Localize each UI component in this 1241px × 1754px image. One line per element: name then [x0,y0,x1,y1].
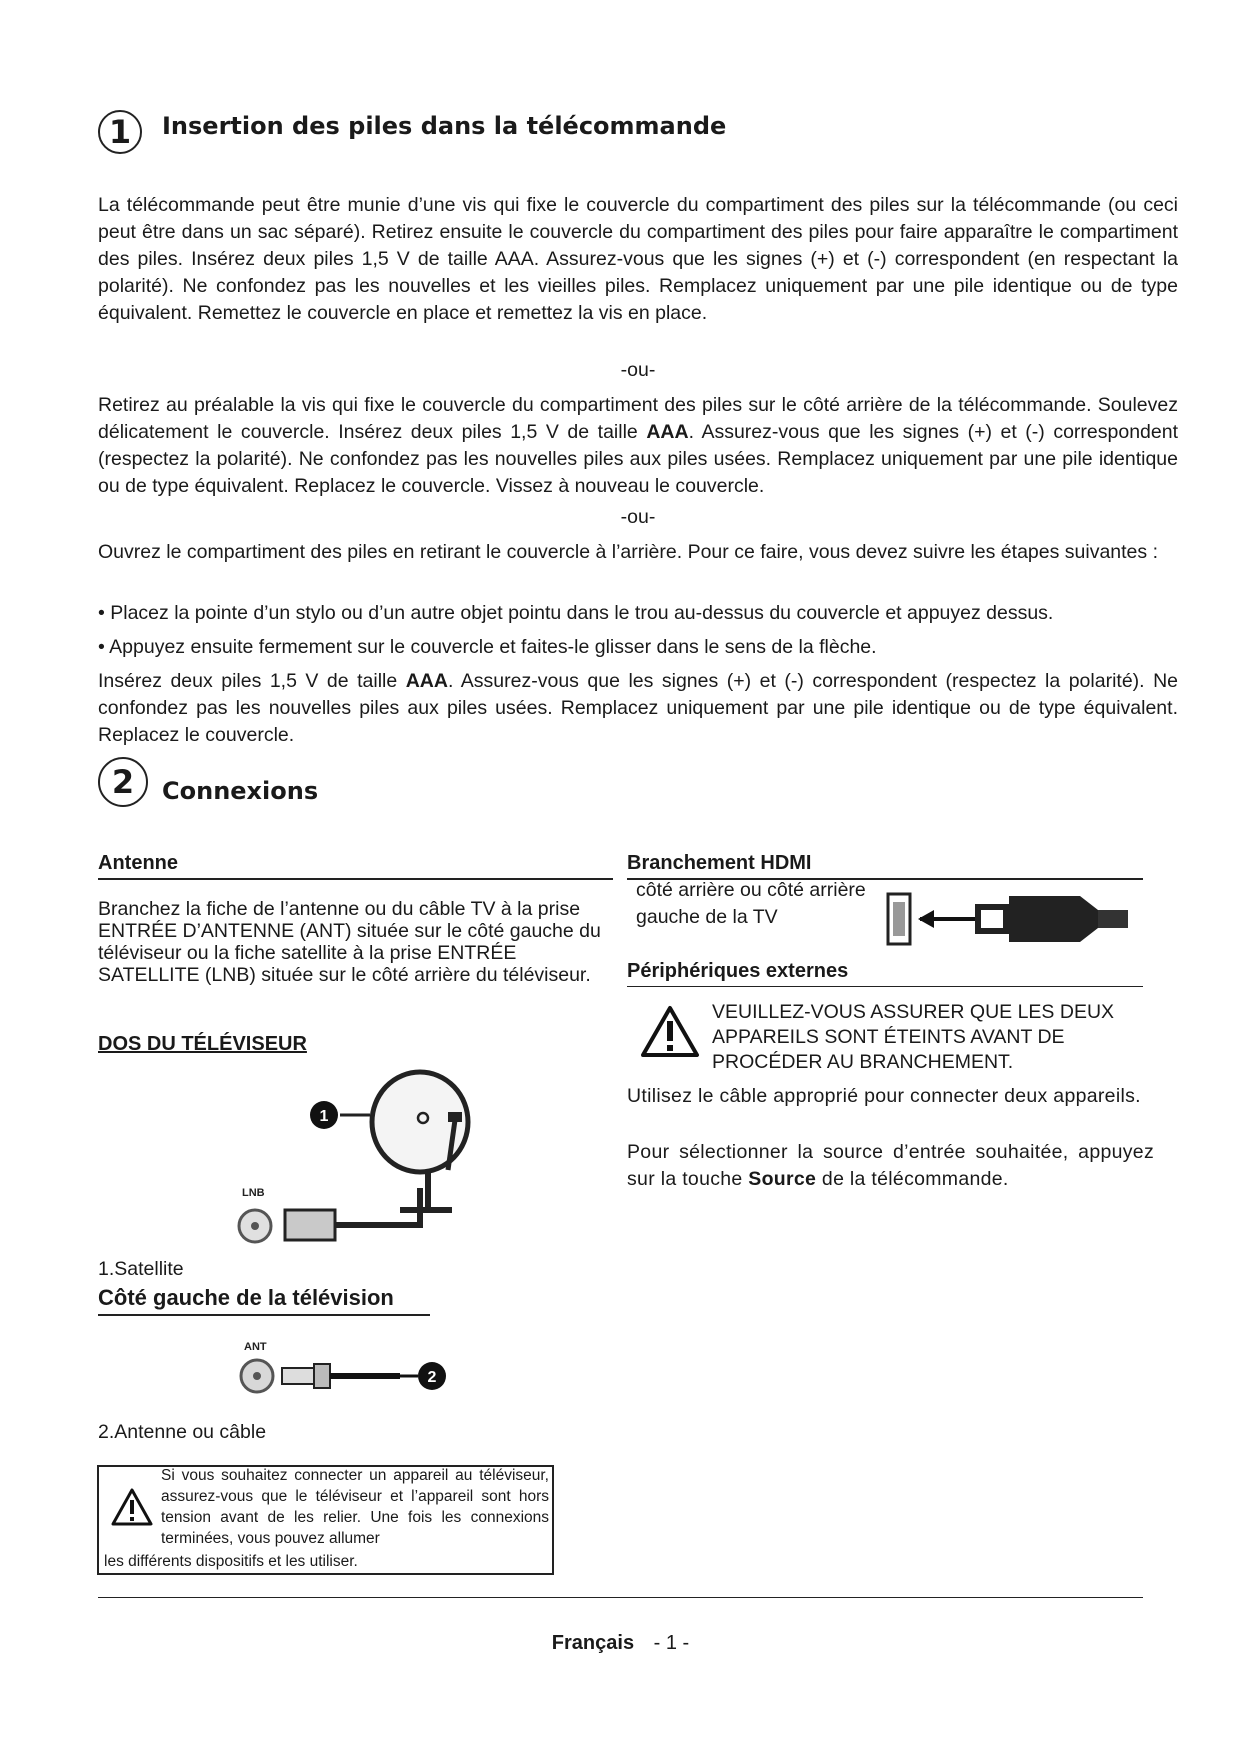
ant-plug [282,1368,314,1384]
warning-text-a: Si vous souhaitez connecter un appareil au téléviseur, assurez-vous que le téléviseur et l’appareil sont hors tension avant de les relier. Une fois les connexions terminées, vous pouvez allumer [161,1467,549,1547]
footer-rule [98,1597,1143,1598]
warning-icon [111,1487,153,1527]
section-1-paragraph-3: Ouvrez le compartiment des piles en retirant le couvercle à l’arrière. Pour ce faire, vous devez suivre les étapes suivantes : [98,541,1158,563]
hdmi-plug-body [1009,896,1098,942]
or-separator-1: -ou- [620,359,656,381]
hdmi-plug-tip-inner [981,910,1003,928]
antenne-text: Branchez la fiche de l’antenne ou du câble TV à la prise ENTRÉE D’ANTENNE (ANT) située sur le côté gauche du téléviseur ou la fiche satellite à la prise ENTRÉE SATELLITE (LNB) située sur le côté arrière du téléviseur. [98,898,601,986]
side-heading: Côté gauche de la télévision [98,1285,394,1310]
footer-language: Français [551,1632,635,1654]
hdmi-arrow-head [918,910,934,928]
peripheriques-text-1: Utilisez le câble approprié pour connecter deux appareils. [627,1085,1141,1107]
section-1-title: Insertion des piles dans la télécommande [162,112,727,140]
hdmi-cable [1098,910,1128,928]
bullet-2: • Appuyez ensuite fermement sur le couvercle et faites-le glisser dans le sens de la flèche. [98,636,877,658]
hdmi-heading: Branchement HDMI [627,852,812,874]
section-1-number: 1 [98,110,142,154]
page-footer [0,1632,1241,1655]
peripheriques-text-2: Pour sélectionner la source d’entrée souhaitée, appuyez sur la touche Source de la télécommande. [627,1141,1154,1190]
section-1-paragraph-1: La télécommande peut être munie d’une vis qui fixe le couvercle du compartiment des piles sur la télécommande (ou ceci peut être dans un sac séparé). Retirez ensuite le couvercle du compartiment des piles pour faire apparaître le compartiment des piles. Insérez deux piles 1,5 V de taille AAA. Assurez-vous que les signes (+) et (-) correspondent (en respectant la polarité). Ne confondez pas les nouvelles et les vieilles piles. Remplacez uniquement par une pile identique ou de type équivalent. Remettez le couvercle en place et remettez la vis en place. [98,194,1178,324]
antenna-diagram [230,1330,480,1400]
ant-label: ANT [244,1341,267,1353]
warning-text-b: les différents dispositifs et les utiliser. [104,1553,358,1570]
bullet-1: • Placez la pointe d’un stylo ou d’un autre objet pointu dans le trou au-dessus du couvercle et appuyez dessus. [98,602,1054,624]
hdmi-diagram [880,880,1135,950]
antenne-heading: Antenne [98,852,178,874]
dos-heading: DOS DU TÉLÉVISEUR [98,1033,307,1055]
callout-2-number: 2 [427,1369,437,1386]
antenne-rule [98,878,613,880]
satellite-diagram [230,1060,490,1250]
ant-plug-collar [314,1364,330,1388]
footer-page-number: - 1 - [653,1632,690,1654]
callout-1-number: 1 [319,1108,329,1125]
peripheriques-heading: Périphériques externes [627,960,849,982]
connection-warning-box [97,1465,554,1575]
lnb-plug [285,1210,335,1240]
dish-lnb [448,1112,462,1122]
hdmi-port-inner [893,902,905,936]
satellite-cable [335,1188,420,1225]
hdmi-label: côté arrière ou côté arrière gauche de la TV [636,879,866,928]
section-1-paragraph-2: Retirez au préalable la vis qui fixe le couvercle du compartiment des piles sur le côté arrière de la télécommande. Soulevez délicatement le couvercle. Insérez deux piles 1,5 V de taille AAA. Assurez-vous que les signes (+) et (-) correspondent (respectez la polarité). Ne confondez pas les nouvelles piles aux piles usées. Remplacez uniquement par une pile identique ou de type équivalent. Replacez le couvercle. Vissez à nouveau le couvercle. [98,394,1178,497]
ant-socket-pin [253,1372,261,1380]
caption-antenne: 2.Antenne ou câble [98,1421,267,1443]
section-2-number: 2 [98,757,148,807]
lnb-label: LNB [242,1187,265,1199]
section-1-paragraph-4: Insérez deux piles 1,5 V de taille AAA. Assurez-vous que les signes (+) et (-) correspondent (respectez la polarité). Ne confondez pas les nouvelles piles aux piles usées. Remplacez uniquement par une pile identique ou de type équivalent. Replacez le couvercle. [98,670,1178,746]
caption-satellite: 1.Satellite [98,1258,184,1280]
warning-icon [640,1005,700,1059]
peripheriques-rule [627,986,1143,987]
or-separator-2: -ou- [620,506,656,528]
side-rule [98,1314,430,1316]
section-2-title: Connexions [162,777,319,805]
peripheriques-warning: VEUILLEZ-VOUS ASSURER QUE LES DEUX APPAREILS SONT ÉTEINTS AVANT DE PROCÉDER AU BRANCHEMENT. [712,1001,1115,1073]
lnb-socket-pin [251,1222,259,1230]
